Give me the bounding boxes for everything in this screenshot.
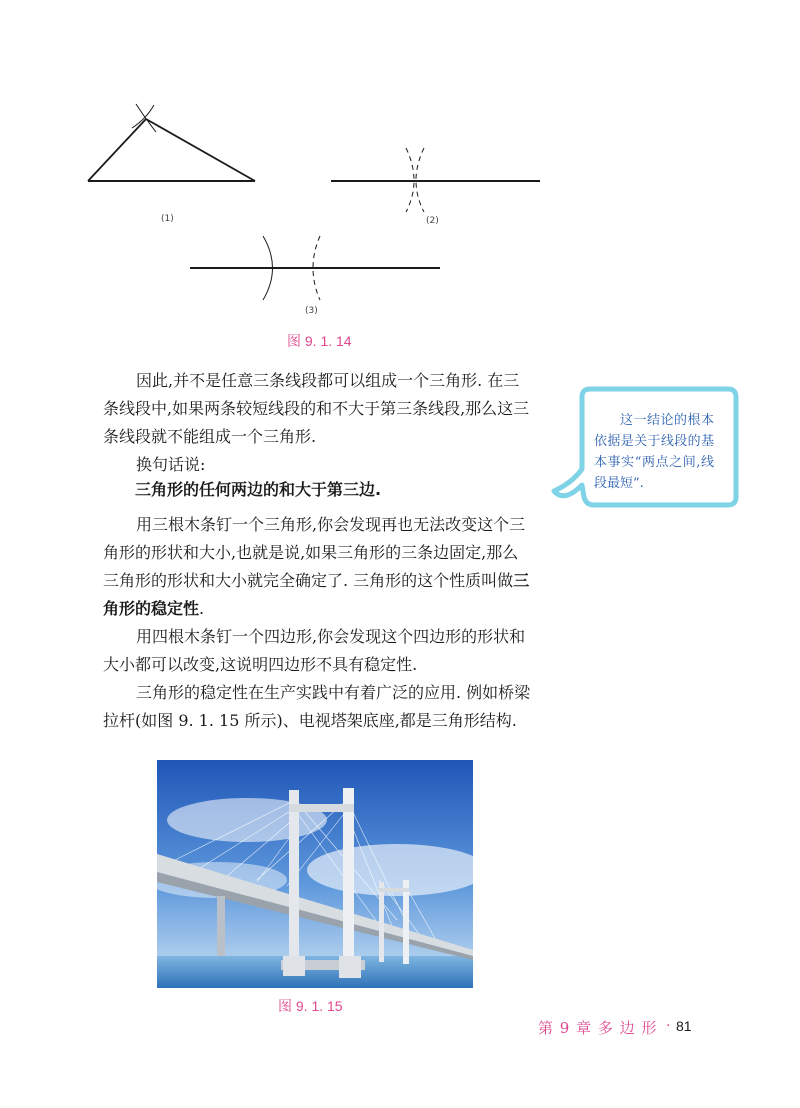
paragraph-2: 换句话说:: [136, 455, 206, 474]
paragraph-1: 因此,并不是任意三条线段都可以组成一个三角形. 在三条线段中,如果两条较短线段的和不大于第三条线段,那么这三条线段就不能组成一个三角形.: [103, 371, 530, 446]
construction-figure: [0, 0, 800, 330]
figure-caption-9-1-15: 图 9. 1. 15: [278, 998, 343, 1014]
pier-right: [339, 956, 361, 978]
paragraph-3: [103, 511, 533, 623]
figure-caption-9-1-14: 图 9. 1. 14: [287, 333, 352, 349]
paragraph-3-text: 用三根木条钉一个三角形,你会发现再也无法改变这个三角形的形状和大小,也就是说,如果三角形的三条边固定,那么三角形的形状和大小就完全确定了. 三角形的这个性质叫做: [103, 515, 526, 590]
pier-left: [283, 956, 305, 976]
tower-1-beam: [289, 804, 354, 812]
sub-label-3: (3): [305, 306, 318, 316]
segment-construction-2: [331, 148, 540, 212]
tower-2-beam: [379, 888, 409, 892]
tower-1-right: [343, 788, 354, 974]
triangle-left-side: [88, 119, 146, 181]
tower-2-left: [379, 882, 384, 962]
bridge-photo: [157, 760, 473, 988]
bubble-note: 这一结论的根本依据是关于线段的基本事实“两点之间,线段最短”.: [594, 413, 714, 491]
footer-dot: ·: [666, 1018, 671, 1034]
chapter-title: 第 9 章 多 边 形: [538, 1019, 658, 1037]
sub-label-1: (1): [161, 214, 174, 224]
tower-2-right: [403, 880, 409, 964]
sub-label-2: (2): [426, 216, 439, 226]
triangle-right-side: [146, 119, 255, 181]
tower-1-left: [289, 790, 299, 972]
theorem-statement: 三角形的任何两边的和大于第三边.: [135, 480, 382, 499]
pier-far: [217, 896, 225, 956]
paragraph-4: 用四根木条钉一个四边形,你会发现这个四边形的形状和大小都可以改变,这说明四边形不具有稳定性.: [103, 627, 526, 674]
triangle-construction: [88, 104, 255, 181]
paragraph-5: 三角形的稳定性在生产实践中有着广泛的应用. 例如桥梁拉杆(如图 9. 1. 15 所示)、电视塔架底座,都是三角形结构.: [103, 683, 531, 730]
term-triangle-stability: 三角形的稳定性: [103, 571, 530, 618]
page-number: 81: [676, 1018, 692, 1034]
segment-construction-3: [190, 236, 440, 300]
paragraph-3-end: .: [199, 599, 205, 618]
